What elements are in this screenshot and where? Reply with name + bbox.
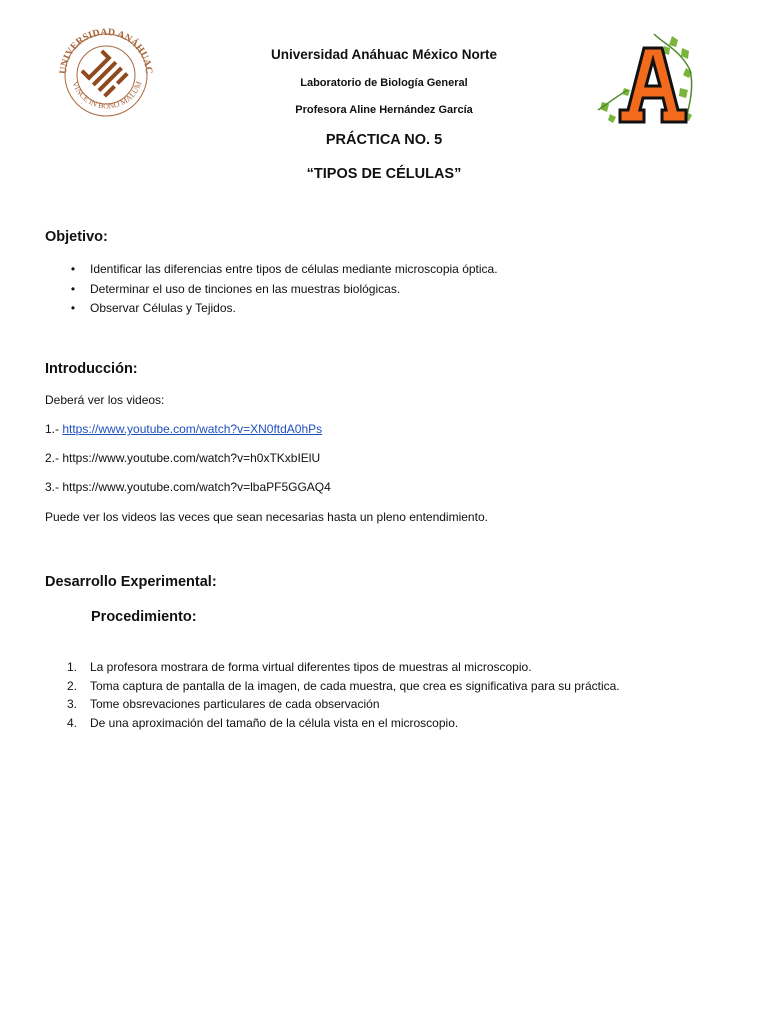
step-text: De una aproximación del tamaño de la célula vista en el microscopio. — [90, 716, 459, 731]
list-item-text: Observar Células y Tejidos. — [90, 301, 236, 315]
bullet-icon: • — [70, 262, 76, 276]
video-link-1[interactable]: https://www.youtube.com/watch?v=XN0ftdA0hPs — [62, 422, 323, 436]
video-url-3: https://www.youtube.com/watch?v=lbaPF5GGAQ4 — [62, 480, 331, 494]
professor-name: Profesora Aline Hernández García — [295, 104, 473, 116]
list-item — [45, 299, 498, 319]
intro-lead-text: Deberá ver los videos: — [45, 393, 165, 407]
seal-top-text: UNIVERSIDAD ANÁHUAC — [57, 27, 155, 75]
list-item — [45, 695, 620, 714]
practice-number: PRÁCTICA NO. 5 — [325, 132, 443, 148]
procedimiento-heading: Procedimiento: — [91, 609, 197, 625]
video-line-2 — [45, 451, 320, 465]
procedimiento-list — [45, 658, 620, 733]
step-number: 2. — [67, 678, 78, 693]
step-number: 4. — [67, 716, 78, 731]
video-prefix: 2.- — [45, 451, 63, 465]
step-number: 3. — [67, 697, 78, 712]
list-item — [45, 280, 498, 300]
list-item — [45, 677, 620, 696]
lab-name: Laboratorio de Biología General — [300, 77, 468, 89]
list-item — [45, 714, 620, 733]
desarrollo-heading: Desarrollo Experimental: — [45, 574, 217, 590]
list-item — [45, 658, 620, 677]
seal-bottom-text: VINCE IN BONO MALUM — [70, 79, 144, 111]
list-item — [45, 260, 498, 280]
introduccion-heading: Introducción: — [45, 361, 138, 377]
video-line-1 — [45, 422, 322, 436]
bullet-icon: • — [70, 301, 76, 315]
objetivo-heading: Objetivo: — [45, 229, 108, 245]
objetivo-list — [45, 260, 498, 319]
list-item-text: Determinar el uso de tinciones en las muestras biológicas. — [90, 281, 401, 296]
list-item-text: Identificar las diferencias entre tipos de células mediante microscopia óptica. — [90, 262, 498, 276]
video-line-3 — [45, 480, 331, 494]
practice-title: “TIPOS DE CÉLULAS” — [306, 166, 462, 182]
video-prefix: 1.- — [45, 422, 63, 436]
university-name: Universidad Anáhuac México Norte — [270, 47, 498, 62]
step-text: La profesora mostrara de forma virtual diferentes tipos de muestras al microscopio. — [90, 660, 532, 674]
video-prefix: 3.- — [45, 480, 63, 494]
step-text: Tome obsrevaciones particulares de cada observación — [90, 697, 380, 712]
step-number: 1. — [67, 660, 78, 674]
video-url-2: https://www.youtube.com/watch?v=h0xTKxbIElU — [62, 451, 321, 465]
bullet-icon: • — [70, 281, 76, 296]
step-text: Toma captura de pantalla de la imagen, de cada muestra, que crea es significativa para su práctica. — [90, 678, 620, 693]
intro-note-text: Puede ver los videos las veces que sean necesarias hasta un pleno entendimiento. — [45, 510, 488, 524]
